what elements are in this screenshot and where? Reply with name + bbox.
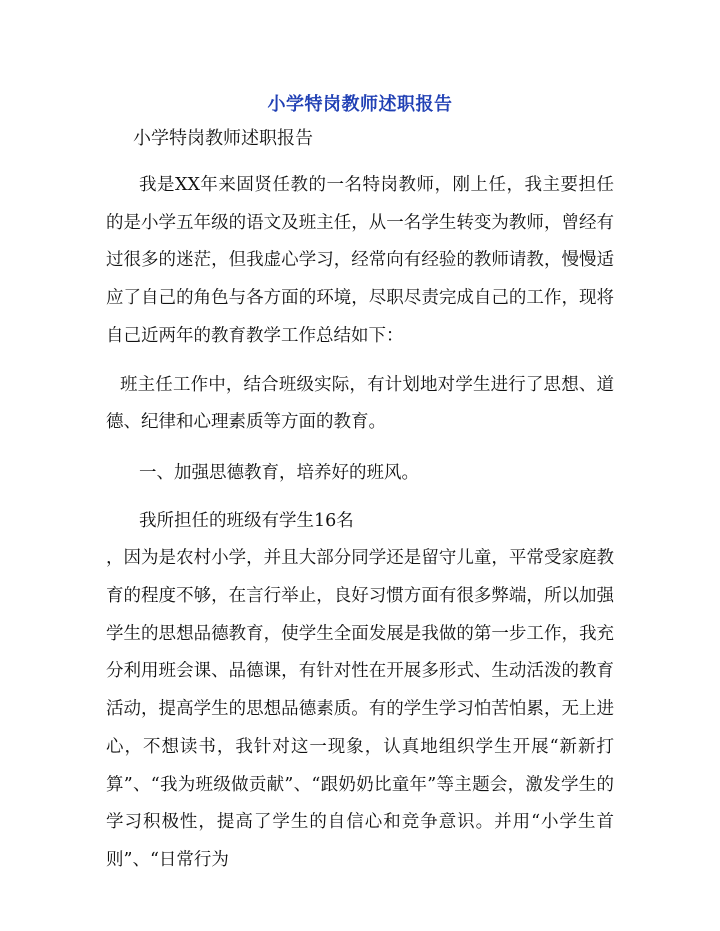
paragraph-class-teacher-work: 班主任工作中，结合班级实际，有计划地对学生进行了思想、道德、纪律和心理素质等方面的教育。 xyxy=(106,374,614,433)
paragraph-class-size: 我所担任的班级有学生16名 xyxy=(139,510,354,531)
paragraph-moral-education: ，因为是农村小学，并且大部分同学还是留守儿童，平常受家庭教育的程度不够，在言行举止，良好习惯方面有很多弊端，所以加强学生的思想品德教育，使学生全面发展是我做的第一步工作，我充分利用班会课、品德课，有针对性在开展多形式、生动活泼的教育活动，提高学生的思想品德素质。有的学生学习怕苦怕累，无上进心，不想读书，我针对这一现象，认真地组织学生开展“新新打算”、“我为班级做贡献”、“跟奶奶比童年”等主题会，激发学生的学习积极性，提高了学生的自信心和竞争意识。并用“小学生首则”、“日常行为 xyxy=(106,548,614,870)
document-body xyxy=(106,122,614,880)
document-title: 小学特岗教师述职报告 xyxy=(267,94,453,115)
document-subtitle: 小学特岗教师述职报告 xyxy=(133,128,313,149)
paragraph-intro: 我是XX年来固贤任教的一名特岗教师，刚上任，我主要担任的是小学五年级的语文及班主任，从一名学生转变为教师，曾经有过很多的迷茫，但我虚心学习，经常向有经验的教师请教，慢慢适应了自己的角色与各方面的环境，尽职尽责完成自己的工作，现将自己近两年的教育教学工作总结如下： xyxy=(106,175,614,346)
section-heading-moral-education: 一、加强思德教育，培养好的班风。 xyxy=(139,462,419,483)
